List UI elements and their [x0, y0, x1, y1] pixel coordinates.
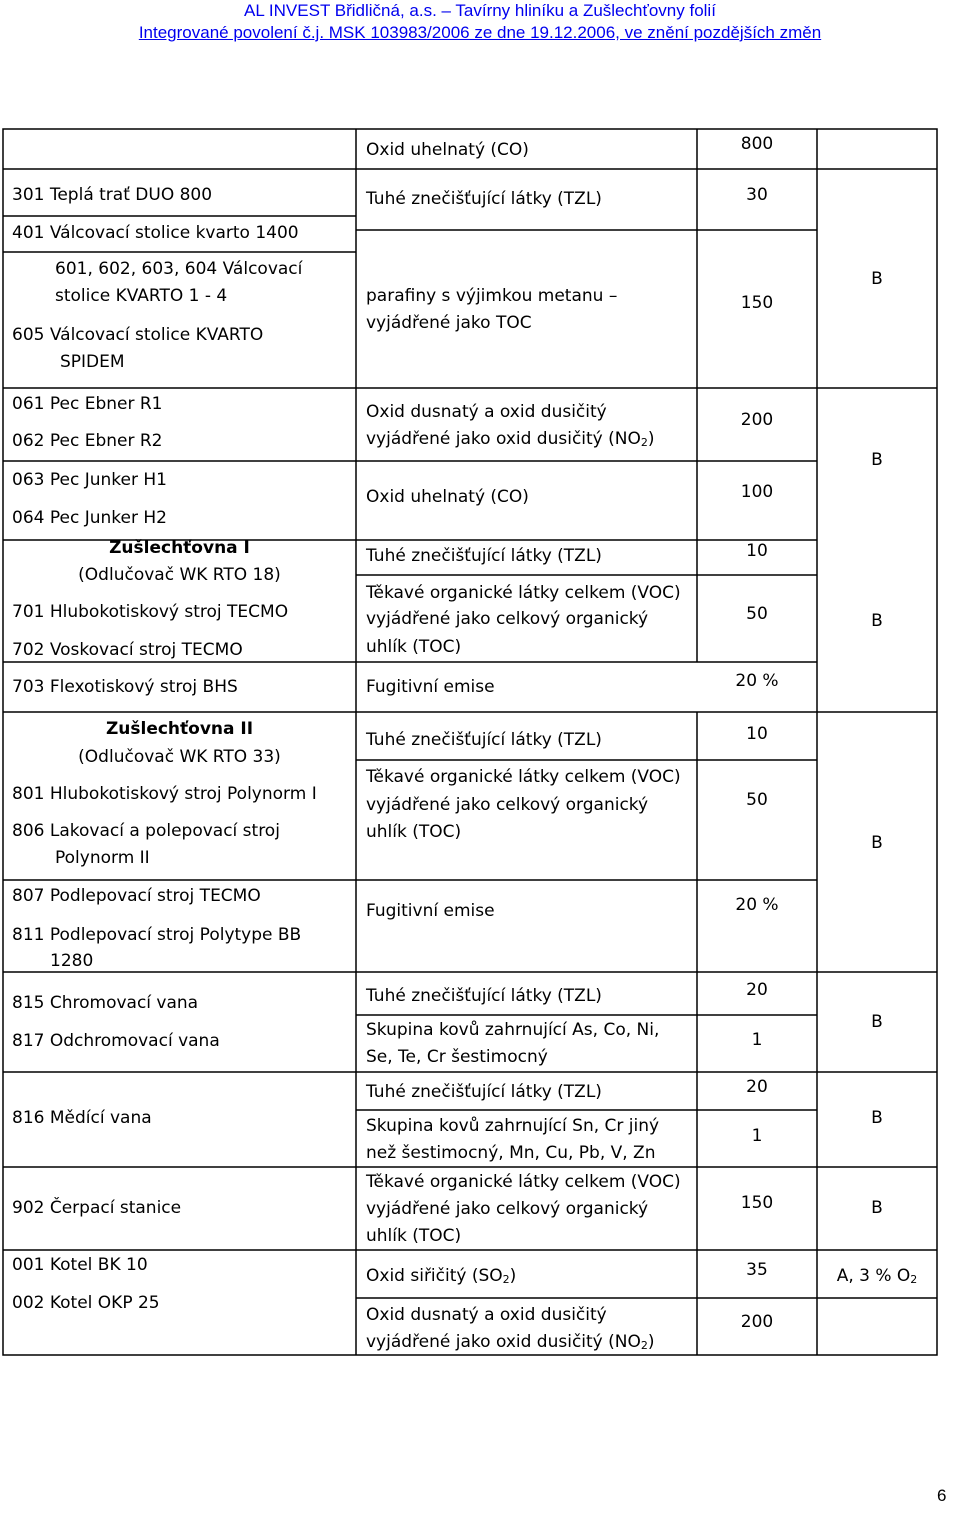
- limit-value-cell: 1: [751, 1126, 763, 1146]
- source-cell: 061 Pec Ebner R1: [12, 394, 163, 414]
- pollutant-cell: Oxid dusnatý a oxid dusičitý: [366, 402, 607, 422]
- pollutant-cell: Fugitivní emise: [366, 901, 495, 921]
- limit-value-cell: 20: [746, 980, 768, 1000]
- limit-value-cell: 150: [740, 1193, 774, 1213]
- source-cell: 703 Flexotiskový stroj BHS: [12, 677, 238, 697]
- pollutant-cell: Těkavé organické látky celkem (VOC): [366, 767, 681, 787]
- pollutant-cell: Se, Te, Cr šestimocný: [366, 1047, 548, 1067]
- source-cell: 001 Kotel BK 10: [12, 1255, 148, 1275]
- pollutant-cell: Skupina kovů zahrnující As, Co, Ni,: [366, 1020, 660, 1040]
- document-header-line1: AL INVEST Břidličná, a.s. – Tavírny hliníku a Zušlechťovny folií: [244, 1, 716, 20]
- source-cell: 063 Pec Junker H1: [12, 470, 167, 490]
- pollutant-cell: vyjádřené jako celkový organický: [366, 1199, 649, 1219]
- source-cell: 811 Podlepovací stroj Polytype BB: [12, 925, 302, 945]
- pollutant-cell: Oxid uhelnatý (CO): [366, 487, 529, 507]
- pollutant-cell: než šestimocný, Mn, Cu, Pb, V, Zn: [366, 1143, 656, 1163]
- pollutant-cell: vyjádřené jako TOC: [366, 313, 532, 333]
- source-cell: SPIDEM: [60, 352, 125, 372]
- category-cell: B: [871, 269, 883, 289]
- limit-value-cell: 20 %: [735, 895, 779, 915]
- section-title: Zušlechťovna I: [109, 538, 250, 558]
- source-cell: 702 Voskovací stroj TECMO: [12, 640, 243, 660]
- pollutant-cell: Tuhé znečišťující látky (TZL): [366, 986, 602, 1006]
- section-subtitle: (Odlučovač WK RTO 18): [78, 565, 281, 585]
- source-cell: 807 Podlepovací stroj TECMO: [12, 886, 261, 906]
- category-cell: A, 3 % $O_2$: [836, 1266, 918, 1286]
- source-cell: 062 Pec Ebner R2: [12, 431, 163, 451]
- pollutant-cell: Tuhé znečišťující látky (TZL): [366, 1082, 602, 1102]
- source-cell: 801 Hlubokotiskový stroj Polynorm I: [12, 784, 317, 804]
- limit-value-cell: 1: [751, 1030, 763, 1050]
- document-header-line2: Integrované povolení č.j. MSK 103983/2006 ze dne 19.12.2006, ve znění pozdějších změn: [138, 23, 822, 42]
- pollutant-cell: uhlík (TOC): [366, 822, 462, 842]
- pollutant-cell: Oxid dusnatý a oxid dusičitý: [366, 1305, 607, 1325]
- pollutant-cell: parafiny s výjimkou metanu –: [366, 286, 618, 306]
- pollutant-cell: uhlík (TOC): [366, 637, 462, 657]
- pollutant-cell: vyjádřené jako oxid dusičitý $(NO_2)$: [366, 1332, 655, 1352]
- category-cell: B: [871, 611, 883, 631]
- source-cell: 815 Chromovací vana: [12, 993, 199, 1013]
- source-cell: 605 Válcovací stolice KVARTO: [12, 325, 264, 345]
- category-cell: B: [871, 1198, 883, 1218]
- limit-value-cell: 800: [740, 134, 774, 154]
- category-cell: B: [871, 1012, 883, 1032]
- source-cell: 1280: [50, 951, 94, 971]
- pollutant-cell: Fugitivní emise: [366, 677, 495, 697]
- source-cell: 301 Teplá trať DUO 800: [12, 185, 213, 205]
- pollutant-cell: Tuhé znečišťující látky (TZL): [366, 189, 602, 209]
- limit-value-cell: 50: [746, 604, 768, 624]
- pollutant-cell: Oxid uhelnatý (CO): [366, 140, 529, 160]
- section-subtitle: (Odlučovač WK RTO 33): [78, 747, 281, 767]
- pollutant-cell: vyjádřené jako oxid dusičitý $(NO_2)$: [366, 429, 655, 449]
- source-cell: 806 Lakovací a polepovací stroj: [12, 821, 280, 841]
- limit-value-cell: 20 %: [735, 671, 779, 691]
- limit-value-cell: 35: [746, 1260, 768, 1280]
- limit-value-cell: 20: [746, 1077, 768, 1097]
- category-cell: B: [871, 833, 883, 853]
- source-cell: Polynorm II: [55, 848, 150, 868]
- pollutant-cell: Tuhé znečišťující látky (TZL): [366, 546, 602, 566]
- pollutant-cell: Těkavé organické látky celkem (VOC): [366, 1172, 681, 1192]
- category-cell: B: [871, 1108, 883, 1128]
- limit-value-cell: 10: [746, 541, 768, 561]
- pollutant-cell: vyjádřené jako celkový organický: [366, 609, 649, 629]
- source-cell: 816 Mědící vana: [12, 1108, 152, 1128]
- source-cell: stolice KVARTO 1 - 4: [55, 286, 228, 306]
- pollutant-cell: Oxid siřičitý $(SO_2)$: [366, 1266, 517, 1286]
- limit-value-cell: 100: [740, 482, 774, 502]
- limit-value-cell: 50: [746, 790, 768, 810]
- source-cell: 902 Čerpací stanice: [12, 1198, 182, 1218]
- section-title: Zušlechťovna II: [105, 719, 254, 739]
- source-cell: 601, 602, 603, 604 Válcovací: [55, 259, 303, 279]
- limit-value-cell: 30: [746, 185, 768, 205]
- pollutant-cell: vyjádřené jako celkový organický: [366, 795, 649, 815]
- limit-value-cell: 200: [740, 1312, 774, 1332]
- limit-value-cell: 150: [740, 293, 774, 313]
- source-cell: 401 Válcovací stolice kvarto 1400: [12, 223, 299, 243]
- limit-value-cell: 10: [746, 724, 768, 744]
- pollutant-cell: Těkavé organické látky celkem (VOC): [366, 583, 681, 603]
- source-cell: 002 Kotel OKP 25: [12, 1293, 160, 1313]
- pollutant-cell: uhlík (TOC): [366, 1226, 462, 1246]
- page-number: 6: [937, 1486, 947, 1505]
- source-cell: 817 Odchromovací vana: [12, 1031, 220, 1051]
- pollutant-cell: Tuhé znečišťující látky (TZL): [366, 730, 602, 750]
- limit-value-cell: 200: [740, 410, 774, 430]
- category-cell: B: [871, 450, 883, 470]
- pollutant-cell: Skupina kovů zahrnující Sn, Cr jiný: [366, 1116, 660, 1136]
- source-cell: 064 Pec Junker H2: [12, 508, 167, 528]
- source-cell: 701 Hlubokotiskový stroj TECMO: [12, 602, 289, 622]
